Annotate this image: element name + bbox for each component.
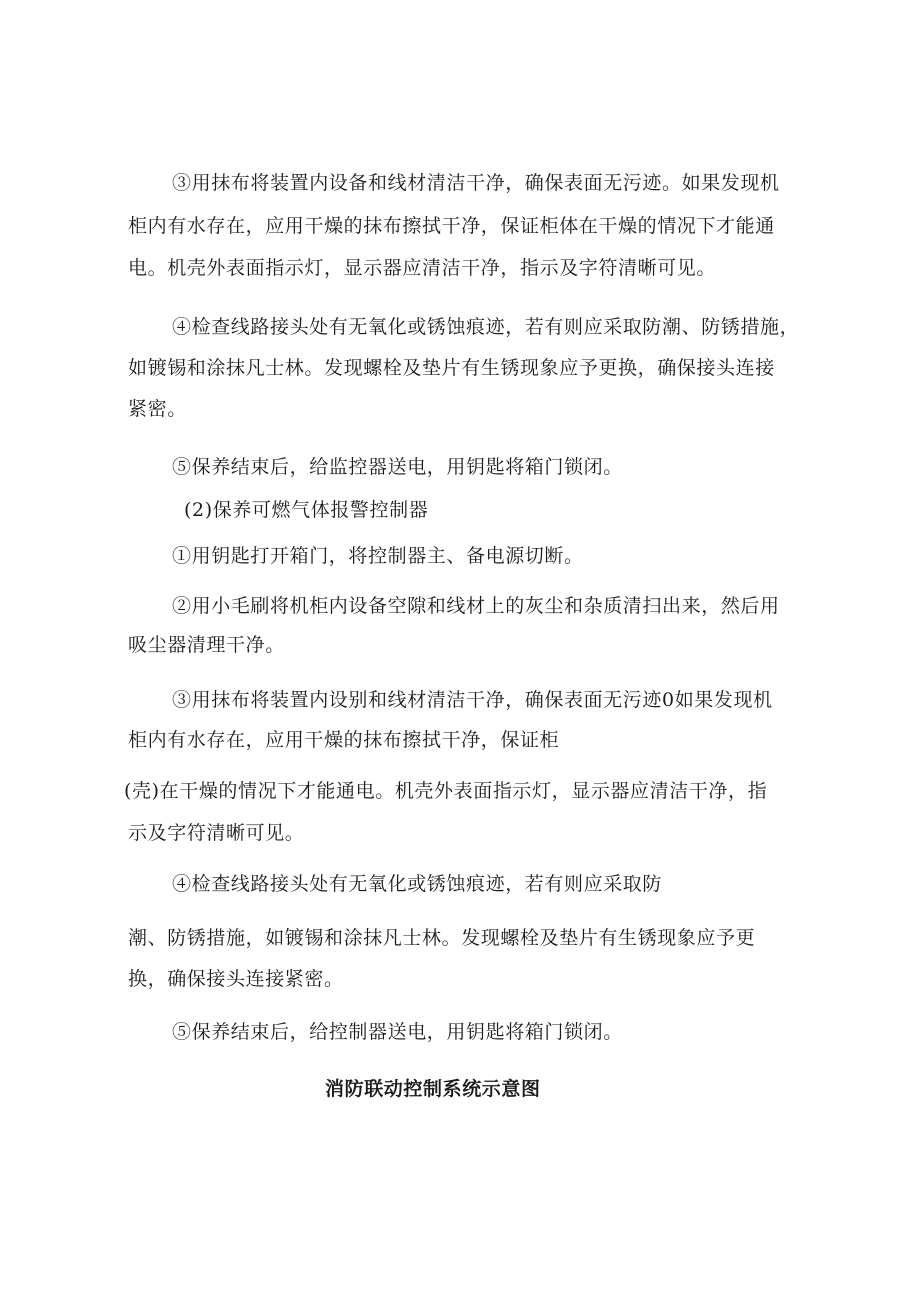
text-line: 换，确保接头连接紧密。: [128, 968, 344, 990]
text-line: (壳)在干燥的情况下才能通电。机壳外表面指示灯，显示器应清洁干净，指: [124, 780, 768, 802]
text-line: ④检查线路接头处有无氧化或锈蚀痕迹，若有则应采取防: [172, 873, 663, 895]
text-line: 电。机壳外表面指示灯，显示器应清洁干净，指示及字符清晰可见。: [128, 257, 717, 279]
text-line: 示及字符清晰可见。: [128, 822, 305, 844]
figure-caption: 消防联动控制系统示意图: [325, 1078, 541, 1100]
text-line: ①用钥匙打开箱门，将控制器主、备电源切断。: [172, 545, 584, 567]
text-line: ⑤保养结束后，给控制器送电，用钥匙将箱门锁闭。: [172, 1021, 623, 1043]
text-line: 如镀锡和涂抹凡士林。发现螺栓及垫片有生锈现象应予更换，确保接头连接: [128, 357, 775, 379]
text-line: 吸尘器清理干净。: [128, 634, 285, 656]
text-line: 柜内有水存在，应用干燥的抹布擦拭干净，保证柜: [128, 729, 560, 751]
text-line: 潮、防锈措施，如镀锡和涂抹凡士林。发现螺栓及垫片有生锈现象应予更: [128, 927, 756, 949]
text-line: ②用小毛刷将机柜内设备空隙和线材上的灰尘和杂质清扫出来，然后用: [172, 595, 780, 617]
text-line: 柜内有水存在，应用干燥的抹布擦拭干净，保证柜体在干燥的情况下才能通: [128, 215, 775, 237]
text-line: ③用抹布将装置内设备和线材清洁干净，确保表面无污迹。如果发现机: [172, 172, 780, 194]
text-line: 紧密。: [128, 398, 187, 420]
text-line: ⑤保养结束后，给监控器送电，用钥匙将箱门锁闭。: [172, 456, 623, 478]
text-line: ③用抹布将装置内设别和线材清洁干净，确保表面无污迹0如果发现机: [172, 689, 773, 711]
section-heading: (2)保养可燃气体报警控制器: [184, 499, 429, 521]
text-line: ④检查线路接头处有无氧化或锈蚀痕迹，若有则应采取防潮、防锈措施，: [172, 316, 800, 338]
